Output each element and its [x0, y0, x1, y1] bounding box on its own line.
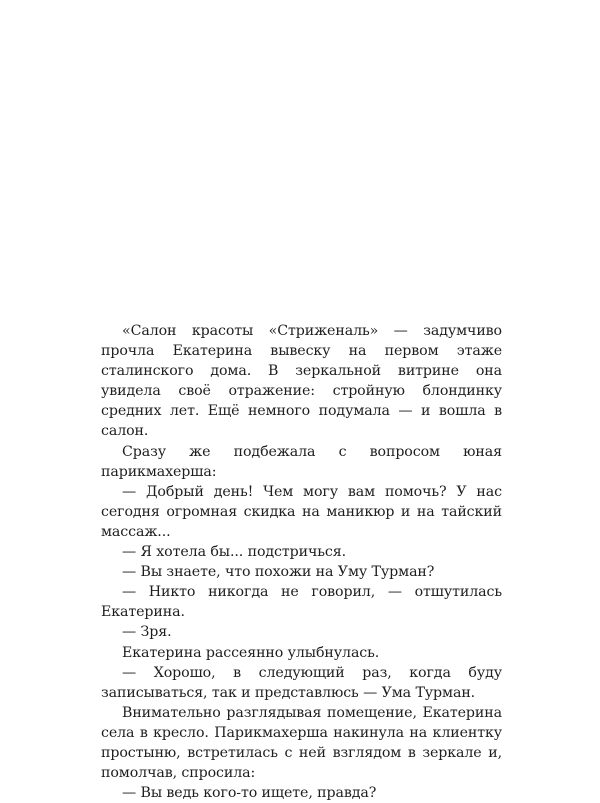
paragraph-uma-thurman-question: — Вы знаете, что похожи на Уму Турман?	[122, 564, 435, 581]
paragraph-greeting: — Добрый день! Чем могу вам помочь? У нас сегодня огромная скидка на маникюр и на тайский массаж...	[101, 483, 502, 540]
paragraph-hairdresser-approach: Сразу же подбежала с вопросом юная парикмахерша:	[101, 443, 502, 480]
paragraph-salon-sign: «Салон красоты «Стриженаль» — задумчиво прочла Екатерина вывеску на первом этаже сталинского дома. В зеркальной витрине она увидела своё отражение: стройную блондинку средних лет. Ещё немного подумала — и вошла в салон.	[101, 323, 502, 440]
paragraph-chair-and-mirror: Внимательно разглядывая помещение, Екатерина села в кресло. Парикмахерша накинула на клиентку простыню, встретилась с ней взглядом в зеркале и, помолчав, спросила:	[101, 704, 502, 782]
paragraph-short-reply: — Зря.	[122, 624, 172, 641]
paragraph-haircut-request: — Я хотела бы... подстричься.	[122, 544, 346, 561]
paragraph-joke-reply: — Никто никогда не говорил, — отшутилась Екатерина.	[101, 584, 502, 621]
paragraph-next-time: — Хорошо, в следующий раз, когда буду записываться, так и представлюсь — Ума Турман.	[101, 664, 502, 701]
chapter-text	[101, 321, 502, 803]
paragraph-final-question: — Вы ведь кого-то ищете, правда?	[122, 785, 377, 802]
paragraph-smile: Екатерина рассеянно улыбнулась.	[122, 644, 380, 661]
